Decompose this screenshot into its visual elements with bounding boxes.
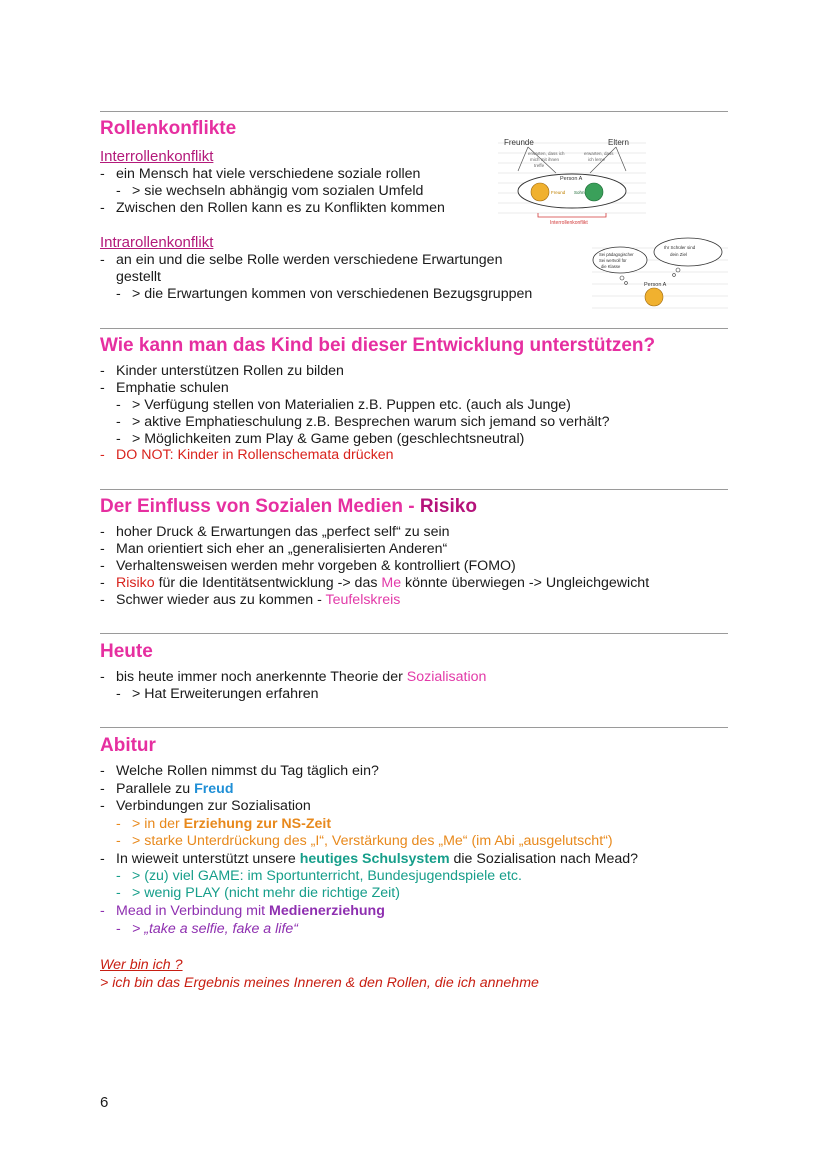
page-number: 6 — [100, 1094, 109, 1111]
list-item-warning: - DO NOT: Kinder in Rollenschemata drücken — [100, 447, 394, 463]
sketch-person: Person A — [644, 282, 667, 288]
sketch-note: erwarten, dass — [584, 151, 614, 156]
list-item: - > Hat Erweiterungen erfahren — [116, 686, 319, 702]
section-title-unterstuetzen: Wie kann man das Kind bei dieser Entwicklung unterstützen? — [100, 335, 656, 356]
sketch-note: mich mit ihnen — [530, 157, 560, 162]
subtitle-intrarollenkonflikt: Intrarollenkonflikt — [100, 234, 214, 251]
sketch-note: ich lerne — [588, 157, 606, 162]
sketch-note: erwarten, dass ich — [528, 151, 565, 156]
sketch-caption: Interrollenkonflikt — [550, 220, 588, 225]
closing-question: Wer bin ich ? — [100, 957, 183, 973]
bubble-text: die Klasse — [601, 264, 621, 269]
list-item: - bis heute immer noch anerkennte Theorie der Sozialisation — [100, 669, 487, 685]
closing-answer: > ich bin das Ergebnis meines Inneren & den Rollen, die ich annehme — [100, 975, 539, 991]
section-title-heute: Heute — [100, 641, 153, 662]
section-title-rollenkonflikte: Rollenkonflikte — [100, 118, 237, 139]
list-item-continuation: gestellt — [116, 269, 161, 285]
list-item: - > wenig PLAY (nicht mehr die richtige Zeit) — [116, 885, 400, 901]
sketch-role-right: Sohn — [574, 190, 585, 195]
list-item: - > „take a selfie, fake a life“ — [116, 921, 298, 937]
interrollenkonflikt-sketch — [498, 133, 646, 225]
list-item: - > starke Unterdrückung des „I“, Verstärkung des „Me“ (im Abi „ausgelutscht“) — [116, 833, 613, 849]
list-item: - In wieweit unterstützt unsere heutiges Schulsystem die Sozialisation nach Mead? — [100, 851, 639, 867]
subtitle-interrollenkonflikt: Interrollenkonflikt — [100, 148, 214, 165]
list-item: - Kinder unterstützen Rollen zu bilden — [100, 363, 344, 379]
list-item: - > aktive Emphatieschulung z.B. Besprechen warum sich jemand so verhält? — [116, 414, 610, 430]
list-item: - an ein und die selbe Rolle werden verschiedene Erwartungen — [100, 252, 503, 268]
sketch-role-left: Freund — [551, 190, 566, 195]
divider — [100, 633, 728, 634]
list-item: - Zwischen den Rollen kann es zu Konflikten kommen — [100, 200, 445, 216]
list-item: - > Verfügung stellen von Materialien z.B. Puppen etc. (auch als Junge) — [116, 397, 571, 413]
sketch-note: treffe — [534, 163, 545, 168]
list-item: - Welche Rollen nimmst du Tag täglich ein? — [100, 763, 379, 779]
bubble-text: dein Ziel — [670, 252, 688, 257]
list-item: - > Möglichkeiten zum Play & Game geben (geschlechtsneutral) — [116, 431, 525, 447]
list-item: - > die Erwartungen kommen von verschiedenen Bezugsgruppen — [116, 286, 533, 302]
divider — [100, 727, 728, 728]
list-item: - Verhaltensweisen werden mehr vorgeben & kontrolliert (FOMO) — [100, 558, 516, 574]
list-item: - Verbindungen zur Sozialisation — [100, 798, 311, 814]
bubble-text: Sei wertvoll für — [599, 258, 627, 263]
list-item: - Parallele zu Freud — [100, 781, 234, 797]
list-item: - hoher Druck & Erwartungen das „perfect self“ zu sein — [100, 524, 450, 540]
list-item: - Risiko für die Identitätsentwicklung -> das Me könnte überwiegen -> Ungleichgewicht — [100, 575, 650, 591]
sketch-person: Person A — [560, 176, 583, 182]
list-item: - > sie wechseln abhängig vom sozialen Umfeld — [116, 183, 424, 199]
section-title-medien: Der Einfluss von Sozialen Medien - Risiko — [100, 496, 477, 517]
list-item: - Emphatie schulen — [100, 380, 229, 396]
divider — [100, 111, 728, 112]
list-item: - ein Mensch hat viele verschiedene soziale rollen — [100, 166, 421, 182]
list-item: - Man orientiert sich eher an „generalisierten Anderen“ — [100, 541, 448, 557]
sketch-label-right: Eltern — [608, 138, 629, 147]
bubble-text: Ihr Schüler sind — [664, 245, 696, 250]
divider — [100, 328, 728, 329]
section-title-abitur: Abitur — [100, 735, 156, 756]
intrarollenkonflikt-sketch — [592, 236, 728, 312]
divider — [100, 489, 728, 490]
list-item: - Mead in Verbindung mit Medienerziehung — [100, 903, 385, 919]
bubble-text: Sei pädagogischer — [599, 252, 634, 257]
list-item: - > in der Erziehung zur NS-Zeit — [116, 816, 332, 832]
list-item: - > (zu) viel GAME: im Sportunterricht, Bundesjugendspiele etc. — [116, 868, 522, 884]
list-item: - Schwer wieder aus zu kommen - Teufelskreis — [100, 592, 401, 608]
sketch-label-left: Freunde — [504, 138, 534, 147]
